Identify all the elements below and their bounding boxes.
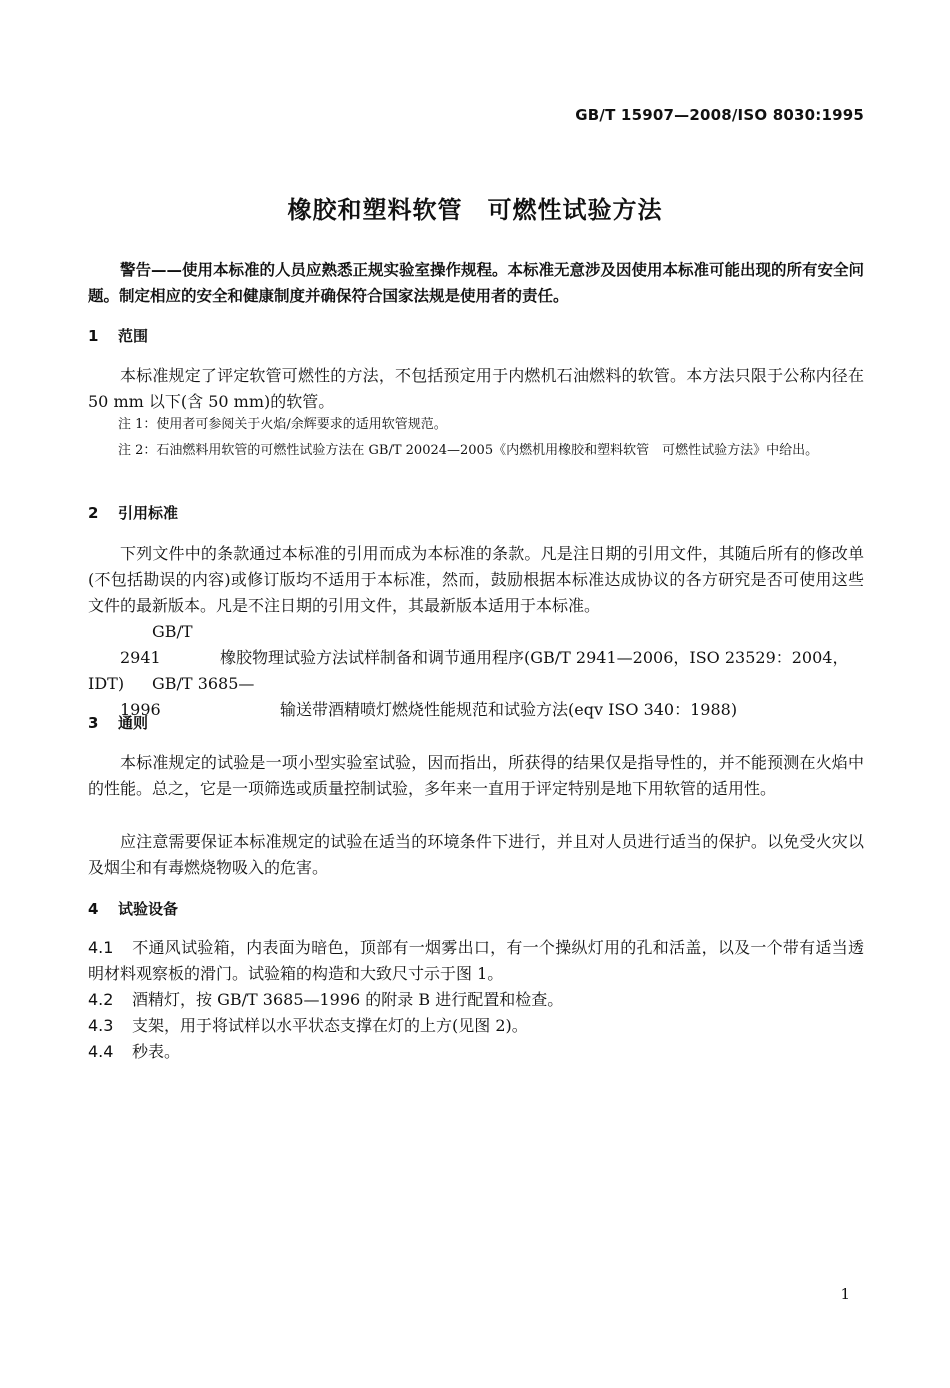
item-number: 4.2	[88, 990, 114, 1009]
item-text: 酒精灯，按 GB/T 3685—1996 的附录 B 进行配置和检查。	[132, 990, 564, 1009]
warning-paragraph: 警告——使用本标准的人员应熟悉正规实验室操作规程。本标准无意涉及因使用本标准可能出现的所有安全问题。制定相应的安全和健康制度并确保符合国家法规是使用者的责任。	[88, 261, 865, 305]
standard-code: GB/T 15907—2008/ISO 8030:1995	[575, 106, 864, 124]
item-number: 4.1	[88, 938, 114, 957]
section-3-text-2: 应注意需要保证本标准规定的试验在适当的环境条件下进行，并且对人员进行适当的保护。以免受火灾以及烟尘和有毒燃烧物吸入的危害。	[88, 832, 864, 877]
reference-2	[88, 671, 864, 723]
item-number: 4.3	[88, 1016, 114, 1035]
item-text: 不通风试验箱，内表面为暗色，顶部有一烟雾出口，有一个操纵灯用的孔和活盖，以及一个带有适当透明材料观察板的滑门。试验箱的构造和大致尺寸示于图 1。	[88, 938, 864, 983]
item-text: 秒表。	[132, 1042, 181, 1061]
reference-title: 输送带酒精喷灯燃烧性能规范和试验方法(eqv ISO 340：1988)	[280, 700, 738, 719]
section-1-heading	[88, 325, 148, 346]
section-title: 通则	[118, 714, 149, 732]
equipment-item	[88, 987, 864, 1013]
note-1: 注 1：使用者可参阅关于火焰/余辉要求的适用软管规范。	[118, 417, 447, 432]
section-title: 范围	[118, 327, 149, 345]
item-text: 支架，用于将试样以水平状态支撑在灯的上方(见图 2)。	[132, 1016, 528, 1035]
section-3-heading	[88, 712, 148, 733]
section-3-text-1: 本标准规定的试验是一项小型实验室试验，因而指出，所获得的结果仅是指导性的，并不能预测在火焰中的性能。总之，它是一项筛选或质量控制试验，多年来一直用于评定特别是地下用软管的适用性。	[88, 753, 864, 798]
section-1-text: 本标准规定了评定软管可燃性的方法，不包括预定用于内燃机石油燃料的软管。本方法只限于公称内径在 50 mm 以下(含 50 mm)的软管。	[88, 366, 864, 411]
section-number: 2	[88, 504, 99, 522]
section-2-text: 下列文件中的条款通过本标准的引用而成为本标准的条款。凡是注日期的引用文件，其随后所有的修改单(不包括勘误的内容)或修订版均不适用于本标准，然而，鼓励根据本标准达成协议的各方研究是否可使用这些文件的最新版本。凡是不注日期的引用文件，其最新版本适用于本标准。	[88, 544, 864, 615]
equipment-item	[88, 1013, 864, 1039]
section-2-heading	[88, 502, 178, 523]
section-title: 试验设备	[118, 900, 179, 918]
reference-code: GB/T 2941	[120, 622, 193, 667]
note-2: 注 2：石油燃料用软管的可燃性试验方法在 GB/T 20024—2005《内燃机用橡胶和塑料软管 可燃性试验方法》中给出。	[118, 443, 819, 458]
item-number: 4.4	[88, 1042, 114, 1061]
equipment-item	[88, 1039, 864, 1065]
section-number: 4	[88, 900, 99, 918]
reference-title: 橡胶物理试验方法试样制备和调节通用程序(GB/T 2941—2006，ISO 23529：2004，IDT)	[88, 648, 849, 693]
section-title: 引用标准	[118, 504, 179, 522]
section-number: 3	[88, 714, 99, 732]
reference-code: GB/T 3685—1996	[120, 674, 255, 719]
page-number: 1	[840, 1285, 850, 1303]
section-number: 1	[88, 327, 99, 345]
document-title: 橡胶和塑料软管 可燃性试验方法	[287, 196, 663, 224]
section-4-heading	[88, 898, 178, 919]
equipment-item	[88, 935, 864, 987]
